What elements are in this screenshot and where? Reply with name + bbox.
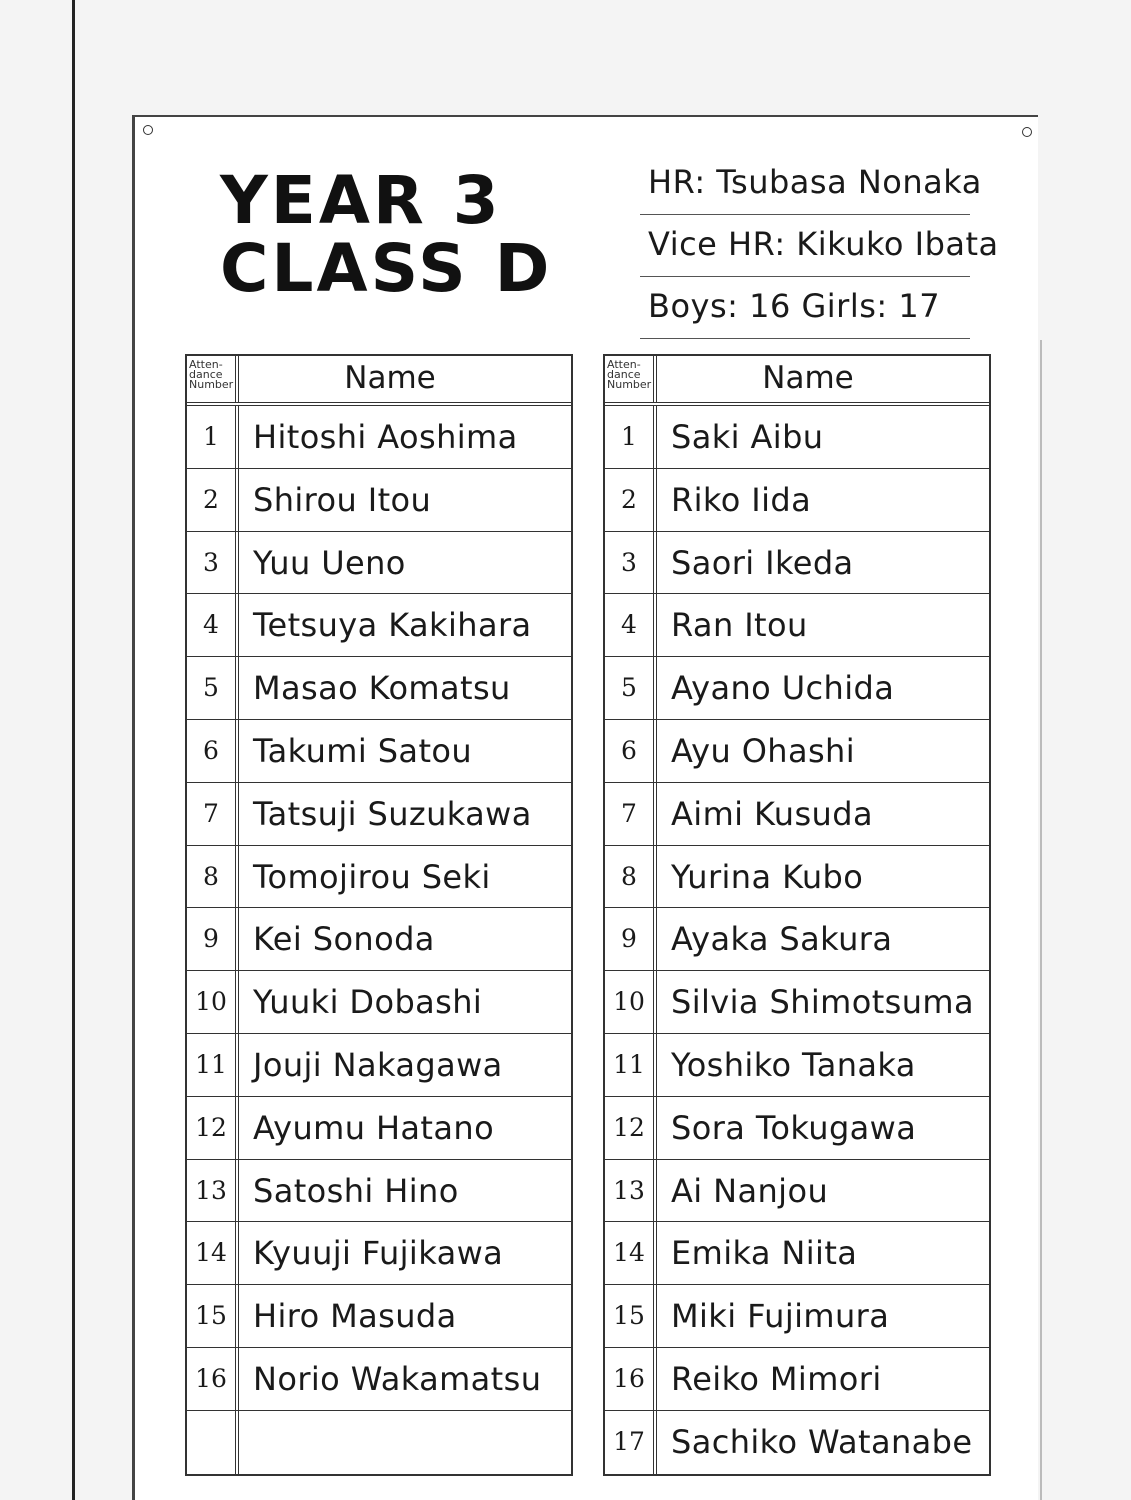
attendance-number: 12: [187, 1097, 239, 1159]
student-name: Saki Aibu: [671, 418, 824, 456]
attendance-number: 3: [187, 532, 239, 594]
table-row: [605, 594, 989, 657]
attendance-number: 16: [187, 1348, 239, 1410]
attendance-number: 9: [605, 908, 657, 970]
attendance-number: 14: [187, 1222, 239, 1284]
table-row: [605, 908, 989, 971]
student-name: Emika Niita: [671, 1234, 858, 1273]
student-name: Jouji Nakagawa: [253, 1045, 503, 1084]
table-row: [605, 1034, 989, 1097]
table-header: [187, 356, 571, 406]
student-name: Yuuki Dobashi: [253, 983, 483, 1022]
table-row: [187, 908, 571, 971]
attendance-number: 1: [187, 406, 239, 468]
title-class: CLASS D: [220, 230, 553, 307]
table-row: [187, 406, 571, 469]
student-name: Ayumu Hatano: [253, 1108, 495, 1147]
table-row: [605, 657, 989, 720]
table-row: [605, 1222, 989, 1285]
student-name: Reiko Mimori: [671, 1359, 882, 1398]
table-row: [187, 1034, 571, 1097]
attendance-number: 5: [187, 657, 239, 719]
student-name: Masao Komatsu: [253, 669, 511, 708]
student-name: Satoshi Hino: [253, 1171, 459, 1210]
attendance-number: 13: [187, 1160, 239, 1222]
student-name: Ayano Uchida: [671, 669, 895, 708]
attendance-number: 7: [605, 783, 657, 845]
pin-hole-icon: [1022, 127, 1032, 137]
table-row: [187, 1160, 571, 1223]
table-row: [605, 846, 989, 909]
table-row: [605, 720, 989, 783]
attendance-number: 4: [605, 594, 657, 656]
page-title: [220, 162, 553, 307]
table-row: [187, 846, 571, 909]
attendance-number: 1: [605, 406, 657, 468]
student-name: Ayu Ohashi: [671, 731, 856, 770]
student-name: Yuu Ueno: [253, 543, 406, 582]
attendance-number: 14: [605, 1222, 657, 1284]
student-name: Tetsuya Kakihara: [253, 606, 532, 645]
student-name: [239, 1411, 571, 1474]
vice-homeroom-rep: Vice HR: Kikuko Ibata: [640, 215, 970, 277]
student-counts: Boys: 16 Girls: 17: [640, 277, 970, 339]
attendance-number: 12: [605, 1097, 657, 1159]
student-name: Sachiko Watanabe: [671, 1422, 973, 1461]
table-row: [605, 532, 989, 595]
student-name: Ayaka Sakura: [671, 920, 893, 959]
student-name: Yurina Kubo: [671, 857, 864, 896]
wall-edge-left: [72, 0, 75, 1500]
class-roster-sheet: [132, 115, 1038, 1500]
table-row: [187, 1348, 571, 1411]
attendance-number: 2: [187, 469, 239, 531]
table-row: [605, 1285, 989, 1348]
student-name: Takumi Satou: [253, 731, 473, 770]
attendance-number: 8: [605, 846, 657, 908]
attendance-number: 17: [605, 1411, 657, 1474]
table-row: [605, 1348, 989, 1411]
attendance-number: 13: [605, 1160, 657, 1222]
attendance-number: 16: [605, 1348, 657, 1410]
attendance-number: 5: [605, 657, 657, 719]
table-row: [605, 469, 989, 532]
attendance-number: 7: [187, 783, 239, 845]
attendance-number: [187, 1411, 239, 1474]
table-row: [187, 657, 571, 720]
attendance-number: 15: [605, 1285, 657, 1347]
student-name: Hitoshi Aoshima: [253, 418, 518, 456]
attendance-number: 2: [605, 469, 657, 531]
attendance-number: 6: [187, 720, 239, 782]
attendance-number: 11: [187, 1034, 239, 1096]
name-header: Name: [344, 360, 436, 396]
student-name: Tomojirou Seki: [253, 857, 491, 896]
attendance-number: 9: [187, 908, 239, 970]
student-name: Ai Nanjou: [671, 1171, 829, 1210]
table-row: [605, 1160, 989, 1223]
title-year: YEAR 3: [220, 162, 502, 239]
table-row: [187, 971, 571, 1034]
table-row: [187, 532, 571, 595]
wall-edge-right: [1040, 340, 1042, 1500]
table-row: [605, 783, 989, 846]
attendance-number: 8: [187, 846, 239, 908]
table-row: [187, 1285, 571, 1348]
student-name: Silvia Shimotsuma: [671, 983, 975, 1022]
student-name: Saori Ikeda: [671, 543, 854, 582]
student-name: Riko Iida: [671, 480, 812, 519]
attendance-number: 15: [187, 1285, 239, 1347]
student-name: Kei Sonoda: [253, 920, 435, 959]
student-name: Sora Tokugawa: [671, 1108, 917, 1147]
table-header: [605, 356, 989, 406]
homeroom-rep: HR: Tsubasa Nonaka: [640, 153, 970, 215]
table-row: [187, 469, 571, 532]
table-row: [605, 406, 989, 469]
attendance-number: 3: [605, 532, 657, 594]
student-name: Norio Wakamatsu: [253, 1359, 542, 1398]
student-name: Aimi Kusuda: [671, 794, 873, 833]
pin-hole-icon: [143, 125, 153, 135]
boys-roster-table: [185, 354, 573, 1476]
table-row: [187, 1411, 571, 1474]
student-name: Shirou Itou: [253, 480, 432, 519]
table-row: [187, 594, 571, 657]
student-name: Tatsuji Suzukawa: [253, 794, 532, 833]
class-info: [640, 153, 999, 339]
student-name: Hiro Masuda: [253, 1297, 457, 1336]
table-row: [187, 1097, 571, 1160]
table-row: [187, 783, 571, 846]
attendance-number-header: Atten- dance Number: [187, 356, 239, 402]
name-header: Name: [762, 360, 854, 396]
attendance-number: 11: [605, 1034, 657, 1096]
attendance-number-header: Atten- dance Number: [605, 356, 657, 402]
table-row: [187, 1222, 571, 1285]
table-row: [187, 720, 571, 783]
attendance-number: 10: [605, 971, 657, 1033]
table-row: [605, 1097, 989, 1160]
girls-roster-table: [603, 354, 991, 1476]
student-name: Yoshiko Tanaka: [671, 1045, 916, 1084]
table-row: [605, 1411, 989, 1474]
table-row: [605, 971, 989, 1034]
attendance-number: 4: [187, 594, 239, 656]
student-name: Kyuuji Fujikawa: [253, 1234, 504, 1273]
attendance-number: 6: [605, 720, 657, 782]
attendance-number: 10: [187, 971, 239, 1033]
student-name: Miki Fujimura: [671, 1297, 890, 1336]
student-name: Ran Itou: [671, 606, 808, 645]
